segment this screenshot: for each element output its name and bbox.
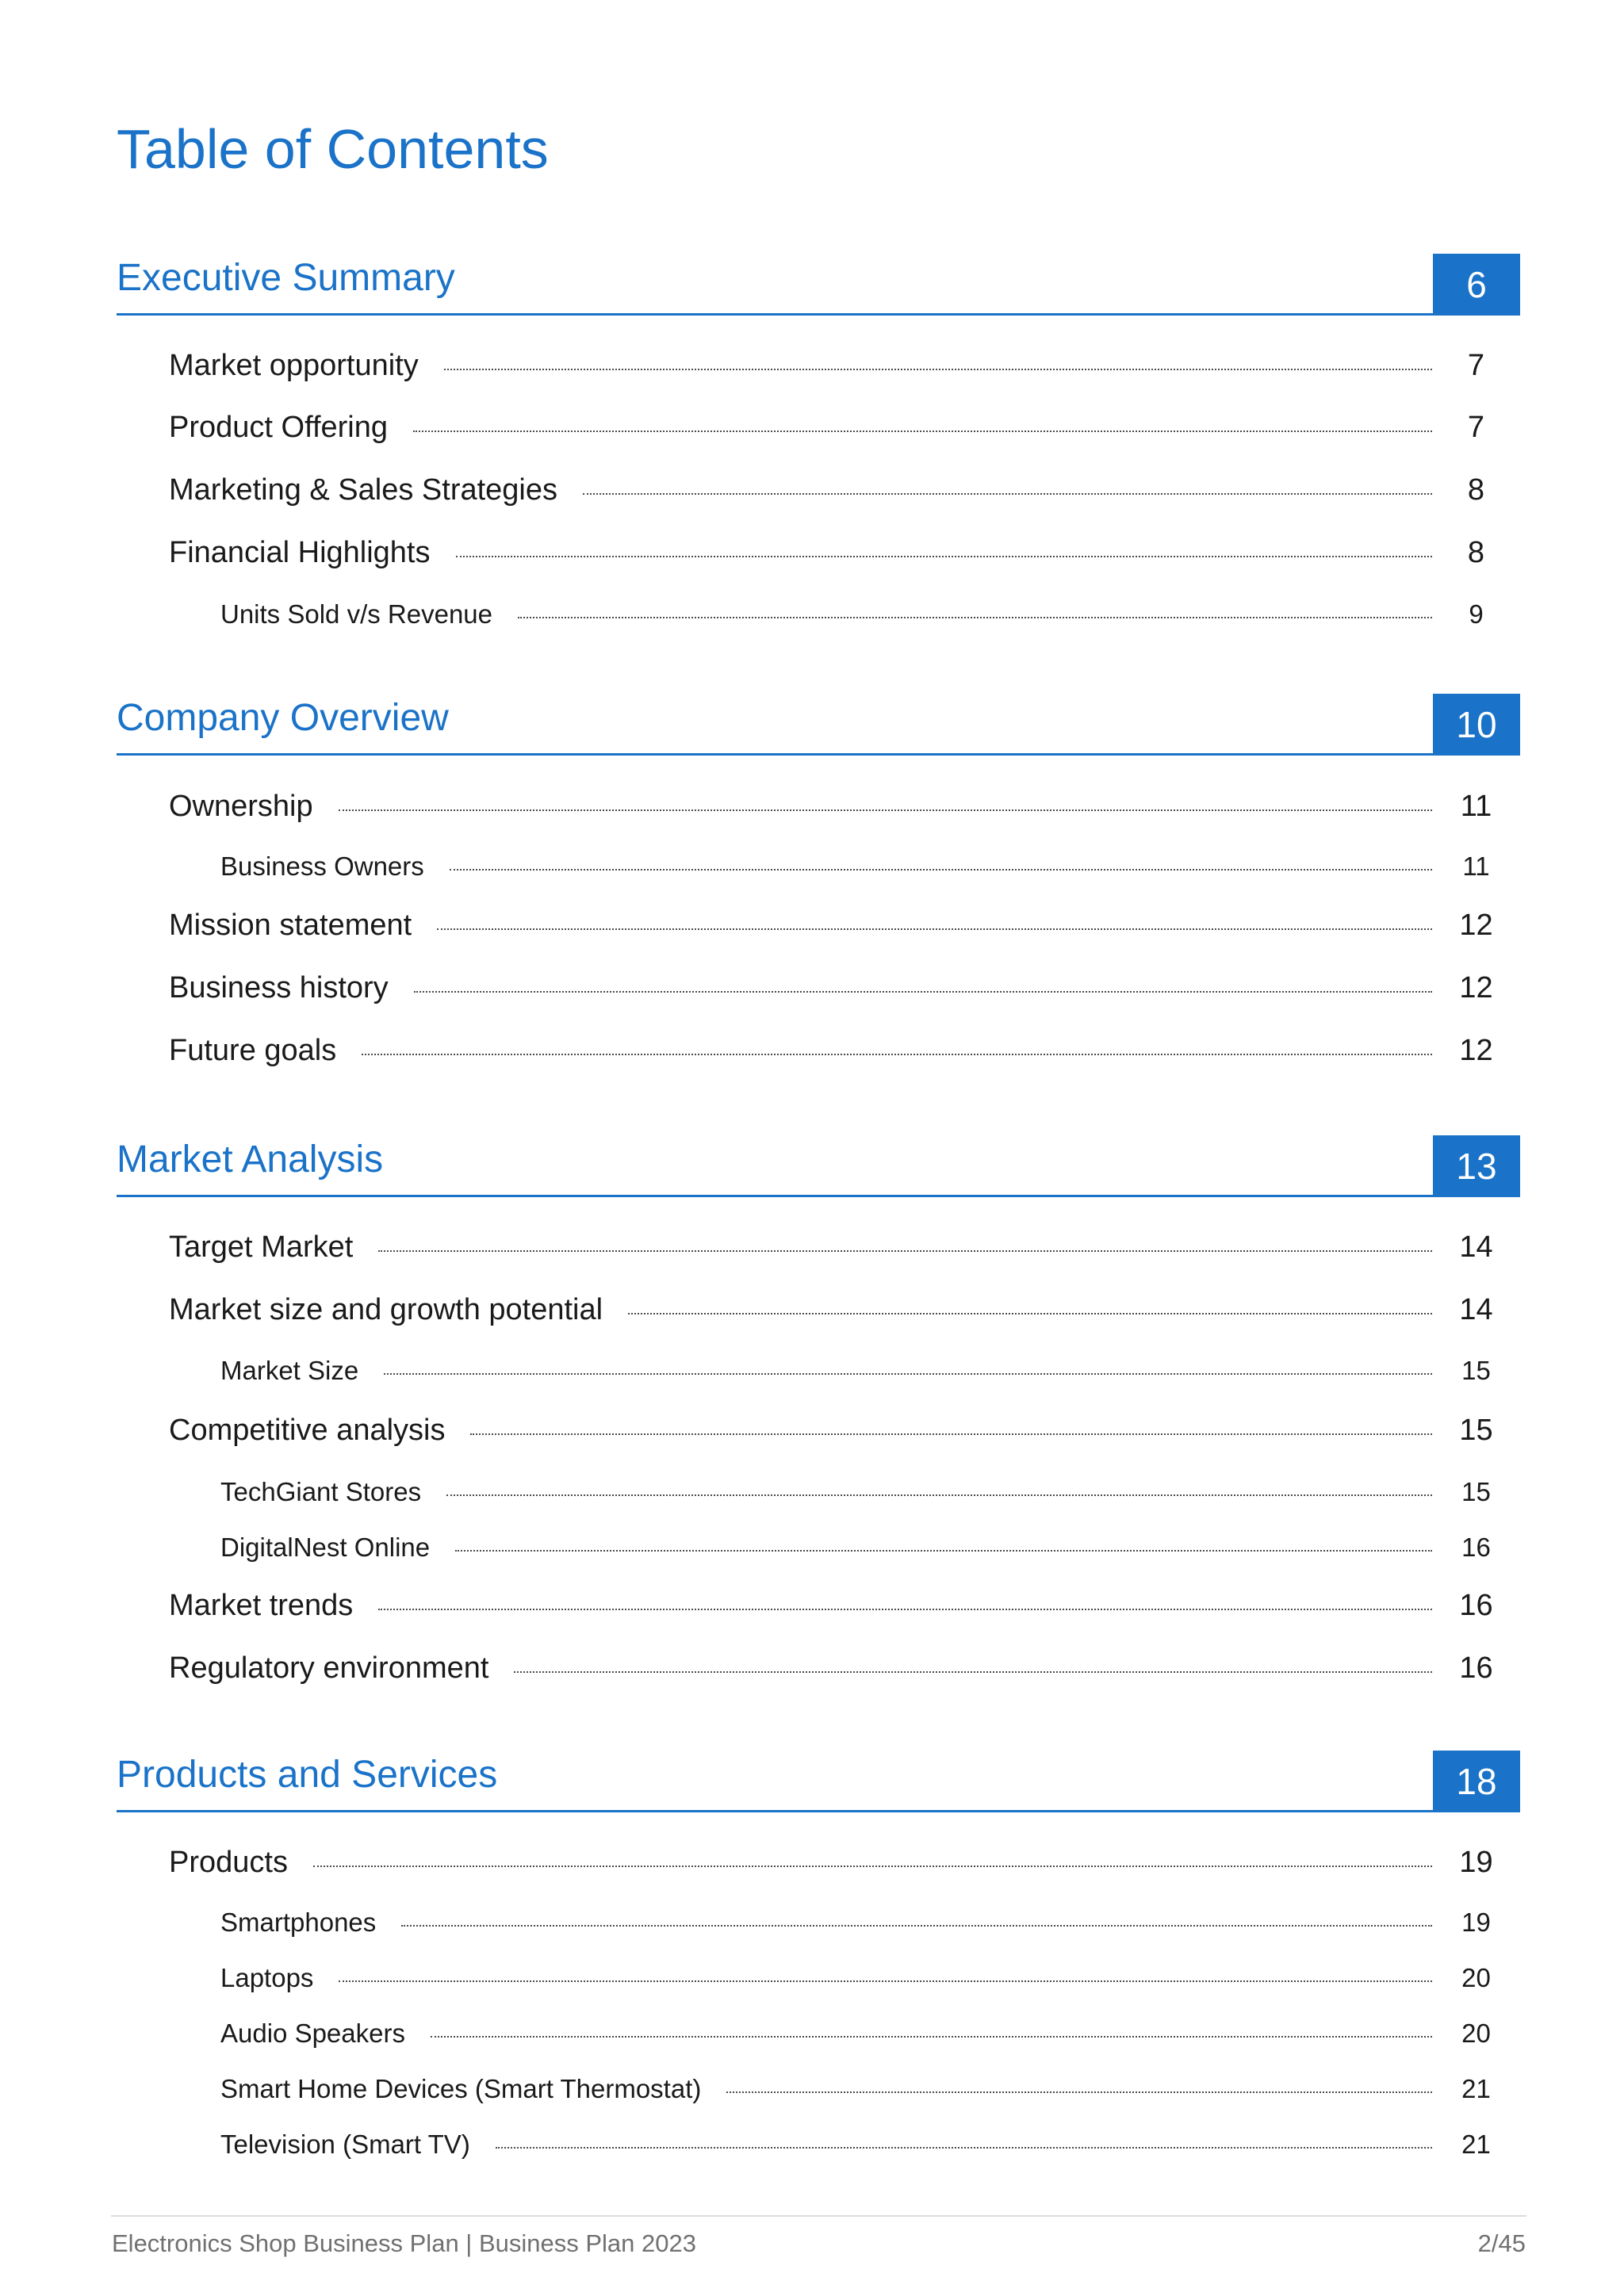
entry-title: Regulatory environment — [169, 1651, 489, 1685]
dot-leader — [401, 1925, 1432, 1927]
dot-leader — [456, 556, 1433, 557]
toc-entry[interactable] — [169, 971, 1520, 1005]
entry-title: Audio Speakers — [220, 2019, 405, 2048]
dot-leader — [446, 1494, 1432, 1496]
section-underline — [117, 1195, 1520, 1197]
toc-subentry[interactable] — [220, 851, 1520, 882]
toc-subentry[interactable] — [220, 2130, 1520, 2160]
toc-entry[interactable] — [169, 790, 1520, 824]
toc-entry[interactable] — [169, 349, 1520, 383]
entry-title: Business history — [169, 971, 389, 1004]
entry-title: DigitalNest Online — [220, 1533, 431, 1562]
toc-entry[interactable] — [169, 1230, 1520, 1265]
entry-page-number: 8 — [1467, 473, 1485, 507]
dot-leader — [583, 493, 1432, 495]
entry-title: Product Offering — [169, 411, 389, 444]
dot-leader — [450, 869, 1432, 871]
dot-leader — [378, 1609, 1432, 1610]
section-underline — [117, 753, 1520, 756]
toc-subentry[interactable] — [220, 1477, 1520, 1507]
toc-entry[interactable] — [169, 1589, 1520, 1623]
entry-title: Target Market — [169, 1230, 354, 1264]
entry-page-number: 15 — [1461, 1356, 1491, 1385]
entry-page-number: 16 — [1461, 1533, 1491, 1562]
entry-page-number: 16 — [1459, 1651, 1493, 1685]
entry-title: Market size and growth potential — [169, 1293, 603, 1326]
dot-leader — [726, 2091, 1432, 2093]
entry-title: Market trends — [169, 1589, 354, 1622]
dot-leader — [514, 1671, 1432, 1673]
toc-entry[interactable] — [169, 411, 1520, 445]
entry-title: Market Size — [220, 1356, 359, 1385]
toc-section-heading[interactable] — [117, 694, 1520, 756]
section-page-badge: 18 — [1433, 1751, 1520, 1812]
entry-page-number: 15 — [1459, 1414, 1493, 1447]
toc-entry[interactable] — [169, 1034, 1520, 1068]
entry-page-number: 14 — [1459, 1230, 1493, 1264]
entry-title: Smartphones — [220, 1908, 377, 1937]
toc-subentry[interactable] — [220, 1533, 1520, 1563]
entry-title: Financial Highlights — [169, 536, 431, 569]
entry-title: Units Sold v/s Revenue — [220, 599, 493, 629]
toc-entry[interactable] — [169, 536, 1520, 570]
section-underline — [117, 1810, 1520, 1812]
footer-divider — [111, 2215, 1526, 2217]
dot-leader — [362, 1054, 1432, 1055]
entry-title: Laptops — [220, 1963, 314, 1992]
dot-leader — [339, 1980, 1432, 1982]
toc-entry[interactable] — [169, 473, 1520, 507]
entry-page-number: 9 — [1469, 599, 1484, 629]
entry-title: Mission statement — [169, 909, 412, 942]
page-title: Table of Contents — [117, 118, 549, 180]
section-page-badge: 6 — [1433, 254, 1520, 316]
toc-subentry[interactable] — [220, 2019, 1520, 2049]
toc-subentry[interactable] — [220, 599, 1520, 629]
entry-page-number: 14 — [1459, 1293, 1493, 1326]
entry-page-number: 7 — [1467, 411, 1485, 444]
toc-subentry[interactable] — [220, 1908, 1520, 1938]
dot-leader — [437, 928, 1432, 930]
dot-leader — [378, 1250, 1432, 1252]
dot-leader — [628, 1313, 1432, 1314]
dot-leader — [431, 2036, 1432, 2038]
entry-page-number: 19 — [1459, 1846, 1493, 1879]
entry-title: Products — [169, 1846, 288, 1879]
dot-leader — [518, 617, 1432, 618]
footer-document-title: Electronics Shop Business Plan | Business Plan 2023 — [112, 2229, 696, 2257]
entry-page-number: 21 — [1461, 2130, 1491, 2159]
toc-section-heading[interactable] — [117, 1135, 1520, 1197]
toc-entry[interactable] — [169, 1846, 1520, 1880]
entry-page-number: 20 — [1461, 1963, 1491, 1992]
dot-leader — [413, 430, 1432, 432]
toc-section-heading[interactable] — [117, 254, 1520, 316]
entry-title: Business Owners — [220, 851, 424, 881]
section-page-badge: 10 — [1433, 694, 1520, 756]
entry-title: Market opportunity — [169, 349, 419, 382]
toc-entry[interactable] — [169, 909, 1520, 943]
entry-page-number: 19 — [1461, 1908, 1491, 1937]
entry-page-number: 11 — [1460, 790, 1492, 823]
entry-title: Marketing & Sales Strategies — [169, 473, 558, 507]
entry-page-number: 16 — [1459, 1589, 1493, 1622]
section-page-badge: 13 — [1433, 1135, 1520, 1197]
section-underline — [117, 313, 1520, 316]
entry-page-number: 20 — [1461, 2019, 1491, 2048]
toc-entry[interactable] — [169, 1293, 1520, 1327]
toc-subentry[interactable] — [220, 1963, 1520, 1993]
dot-leader — [384, 1373, 1432, 1375]
entry-page-number: 7 — [1467, 349, 1485, 382]
entry-title: Future goals — [169, 1034, 337, 1067]
toc-entry[interactable] — [169, 1651, 1520, 1686]
toc-subentry[interactable] — [220, 1356, 1520, 1386]
dot-leader — [496, 2147, 1432, 2149]
entry-page-number: 11 — [1462, 851, 1490, 881]
entry-title: Competitive analysis — [169, 1414, 446, 1447]
entry-page-number: 8 — [1467, 536, 1485, 569]
entry-page-number: 12 — [1459, 1034, 1493, 1067]
entry-page-number: 15 — [1461, 1477, 1491, 1506]
dot-leader — [339, 809, 1432, 811]
section-title: Company Overview — [117, 697, 449, 739]
toc-entry[interactable] — [169, 1414, 1520, 1448]
footer-page-number: 2/45 — [1477, 2229, 1526, 2257]
dot-leader — [313, 1866, 1432, 1867]
entry-page-number: 21 — [1461, 2074, 1491, 2103]
section-title: Executive Summary — [117, 257, 455, 299]
entry-title: Television (Smart TV) — [220, 2130, 470, 2159]
section-title: Products and Services — [117, 1754, 498, 1796]
entry-page-number: 12 — [1459, 971, 1493, 1004]
entry-title: TechGiant Stores — [220, 1477, 422, 1506]
toc-subentry[interactable] — [220, 2074, 1520, 2104]
section-title: Market Analysis — [117, 1138, 384, 1181]
dot-leader — [470, 1433, 1432, 1435]
entry-page-number: 12 — [1459, 909, 1493, 942]
dot-leader — [414, 991, 1432, 993]
toc-section-heading[interactable] — [117, 1751, 1520, 1812]
entry-title: Smart Home Devices (Smart Thermostat) — [220, 2074, 702, 2103]
dot-leader — [455, 1550, 1432, 1552]
dot-leader — [444, 369, 1432, 370]
entry-title: Ownership — [169, 790, 313, 823]
